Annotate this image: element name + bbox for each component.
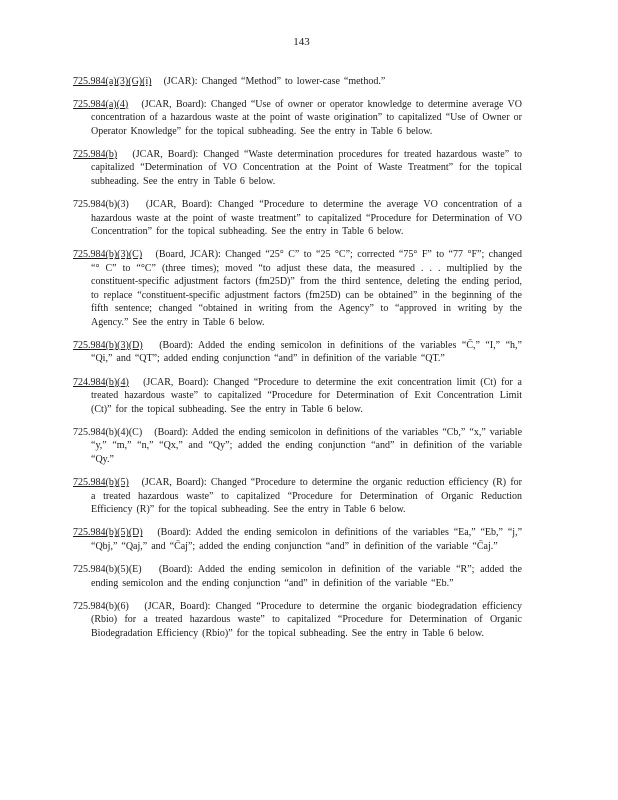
amendment-entry [73, 426, 522, 466]
section-citation: 725.984(b)(5) [73, 477, 129, 489]
amendment-text: (Board): Added the ending semicolon in definitions of the variables “Ea,” “Eb,” “j,” “Qbj,” “Qaj,” and “C̄aj”; added the ending conjunction “and” in definition of the variable “C̄aj.” [91, 527, 523, 552]
section-citation: 725.984(b)(3)(C) [73, 249, 143, 261]
section-citation: 725.984(b)(5)(E) [73, 564, 142, 576]
amendment-text: (JCAR): Changed “Method” to lower-case “method.” [163, 76, 386, 88]
amendment-text: (Board, JCAR): Changed “25° C” to “25 °C”; corrected “75° F” to “77 °F”; changed “° C” to “°C” (three times); moved “to adjust these data, the measured . . . multiplied by the constituent-specific adjustment factors (fm25D)” from the third sentence, deleting the ending period, to replace “constituent-specific adjustment factors (fm25D) can be obtained” in the beginning of the fifth sentence; changed “obtained in writing from the Agency” to “approved in writing by the Agency.” See the entry in Table 6 below. [91, 249, 522, 328]
amendment-entry [73, 376, 522, 416]
amendment-entry [73, 98, 522, 138]
amendment-text: (JCAR, Board): Changed “Procedure to determine the average VO concentration of a hazardous waste at the point of waste treatment” to capitalized “Procedure for Determination of VO Concentration” for the topical subheading. See the entry in Table 6 below. [91, 199, 522, 238]
amendment-text: (JCAR, Board): Changed “Procedure to determine the exit concentration limit (Ct) for a treated hazardous waste” to capitalized “Procedure for Determination of Exit Concentration Limit (Ct)” for the topical subheading. See the entry in Table 6 below. [91, 376, 522, 415]
amendment-text: (Board): Added the ending semicolon in definition of the variable “R”; added the ending semicolon and the ending conjunction “and” in definition of the variable “Eb.” [91, 564, 523, 589]
section-citation: 725.984(b)(4)(C) [73, 426, 143, 438]
amendment-text: (JCAR, Board): Changed “Use of owner or operator knowledge to determine average VO concentration of a hazardous waste at the point of waste origination” to capitalized “Use of Owner or Operator Knowledge” for the topical subheading. See the entry in Table 6 below. [91, 98, 522, 137]
amendment-entry [73, 198, 522, 238]
section-citation: 725.984(a)(4) [73, 98, 129, 110]
page-number: 143 [293, 36, 310, 48]
amendment-text: (Board): Added the ending semicolon in definitions of the variables “Cb,” “x,” variable “y,” “m,” “n,” “Qx,” and “Qy”; added the ending conjunction “and” in definition of the variable “Qy.” [91, 426, 523, 465]
amendment-text: (JCAR, Board): Changed “Procedure to determine the organic biodegradation efficiency (Rbio) for a treated hazardous waste” to capitalized “Procedure for Determination of Organic Biodegradation Efficiency (Rbio)” for the topical subheading. See the entry in Table 6 below. [91, 601, 523, 639]
section-citation: 725.984(b)(6) [73, 601, 129, 612]
section-citation: 725.984(b)(3) [73, 199, 129, 211]
amendment-entry [73, 148, 522, 188]
amendment-entry [73, 563, 522, 590]
section-citation: 725.984(b) [73, 149, 118, 161]
amendment-entry [73, 526, 522, 553]
amendment-entry [73, 339, 522, 366]
amendment-entry [73, 248, 522, 328]
section-citation: 724.984(b)(4) [73, 376, 129, 388]
amendment-text: (JCAR, Board): Changed “Waste determination procedures for treated hazardous waste” to capitalized “Determination of VO Concentration at the Point of Waste Treatment” for the topical subheading. See the entry in Table 6 below. [91, 149, 523, 187]
amendment-entry [73, 476, 522, 516]
amendment-list [73, 75, 522, 640]
section-citation: 725.984(a)(3)(G)(i) [73, 76, 152, 88]
amendment-entry [73, 75, 522, 88]
amendment-text: (JCAR, Board): Changed “Procedure to determine the organic reduction efficiency (R) for a treated hazardous waste” to capitalized “Procedure for Determination of Organic Reduction Efficiency (R)” for the topical subheading. See the entry in Table 6 below. [91, 477, 522, 515]
amendment-text: (Board): Added the ending semicolon in definitions of the variables “C̄,” “I,” “h,” “Qi,” and “QT”; added ending conjunction “and” in definition of the variable “QT.” [91, 339, 522, 365]
section-citation: 725.984(b)(5)(D) [73, 527, 143, 539]
section-citation: 725.984(b)(3)(D) [73, 339, 143, 351]
amendment-entry [73, 600, 522, 640]
